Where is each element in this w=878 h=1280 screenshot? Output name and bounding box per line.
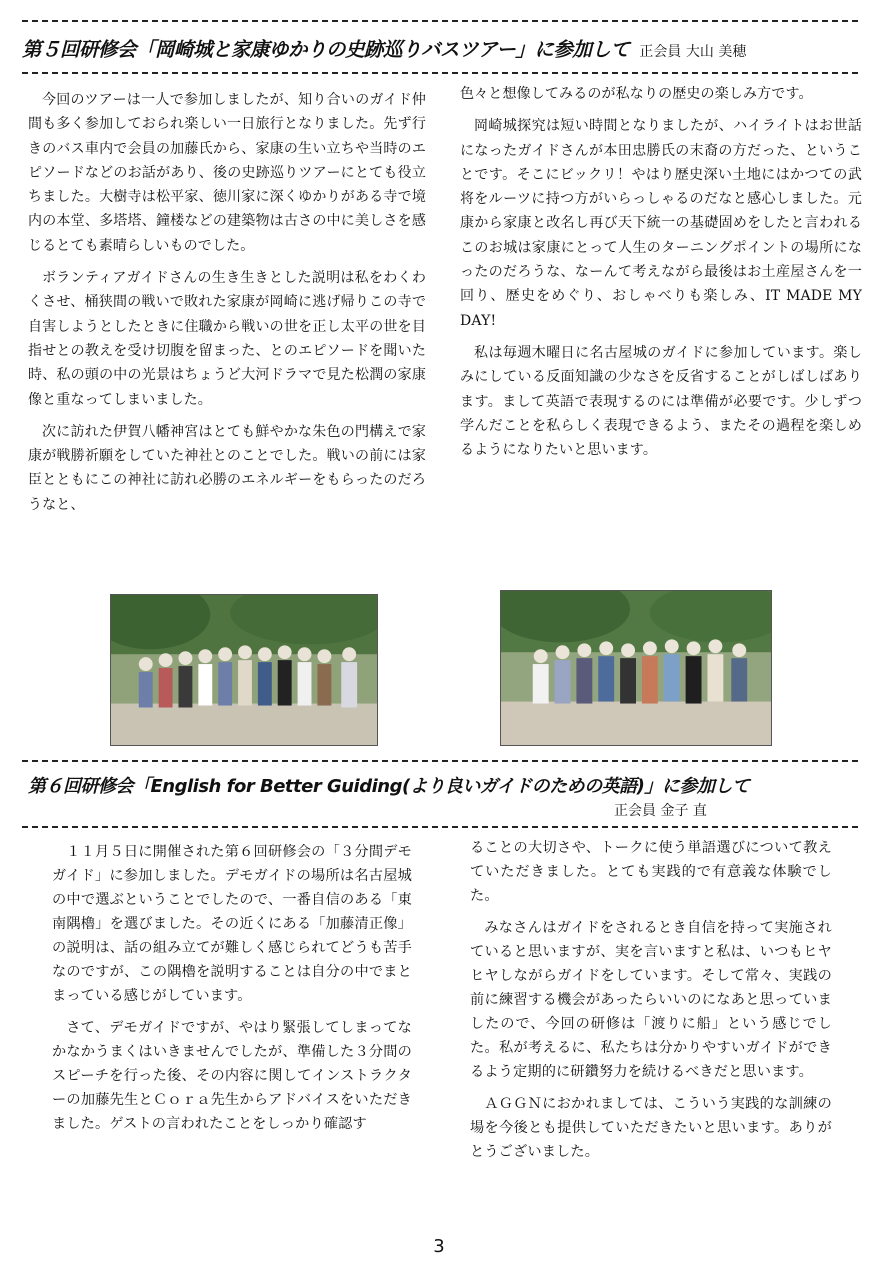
article1-paragraph: 岡崎城探究は短い時間となりましたが、ハイライトはお世話になったガイドさんが本田忠勝氏の末裔の方だった、ということです。そこにビックリ！やはり歴史深い土地にはかつての武将をルーツに持つ方がいらっしゃるのだなと感心しました。元康から家康と改名し再び天下統一の基礎固めをしたと言われるこのお城は家康にとって人生のターニングポイントの場所になったのだろうな、なーんて考えながら最後はお土産屋さんを一回り、歴史をめぐり、おしゃべりも楽しみ、IT MADE MY DAY!	[460, 118, 862, 329]
article1-header-divider	[22, 72, 858, 74]
page-number: 3	[433, 1236, 445, 1257]
article2-paragraph: ることの大切さや、トークに使う単語選びについて教えていただきました。とても実践的で有意義な体験でした。	[470, 840, 832, 904]
article2-title-row	[28, 772, 864, 798]
article1-paragraph: 次に訪れた伊賀八幡神宮はとても鮮やかな朱色の門構えで家康が戦勝祈願をしていた神社とのことでした。戦いの前には家臣とともにこの神社に訪れ必勝のエネルギーをもらったのだろうなと、	[28, 423, 426, 513]
article2-paragraph: さて、デモガイドですが、やはり緊張してしまってなかなかうまくはいきませんでしたが、準備した３分間のスピーチを行った後、その内容に関してインストラクターの加藤先生とＣｏｒａ先生からアドバイスをいただきました。ゲストの言われたことをしっかり確認す	[52, 1020, 412, 1132]
article1-paragraph: ボランティアガイドさんの生き生きとした説明は私をわくわくさせ、桶狭間の戦いで敗れた家康が岡崎に逃げ帰りこの寺で自害しようとしたときに住職から戦いの世を正し太平の世を目指せとの教えを受け切腹を留まった、とのエピソードを聞いた時、私の頭の中の光景はちょうど大河ドラマで見た松潤の家康像と重なってしまいました。	[28, 270, 426, 408]
article2-title: 第６回研修会「English for Better Guiding(より良いガイドのための英語)」に参加して	[28, 776, 750, 797]
article2-paragraph: ＡＧＧＮにおかれましては、こういう実践的な訓練の場を今後とも提供していただきたいと思います。ありがとうございました。	[470, 1096, 832, 1160]
group-photo-right	[500, 590, 772, 746]
article2-author: 正会員 金子 直	[614, 803, 707, 819]
group-photo-left	[110, 594, 378, 746]
article1-header	[22, 34, 858, 62]
article2-right-column	[470, 836, 832, 1172]
top-divider	[22, 20, 858, 22]
article2-top-divider	[22, 760, 858, 762]
article1-paragraph: 今回のツアーは一人で参加しましたが、知り合いのガイド仲間も多く参加しておられ楽しい一日旅行となりました。先ず行きのバス車内で会員の加藤氏から、家康の生い立ちや当時のエピソードなどのお話があり、後の史跡巡りツアーにとても役立ちました。大樹寺は松平家、徳川家に深くゆかりがある寺で境内の本堂、多塔塔、鐘楼などの建築物は古さの中に美しさを感じるとても素晴らしいものでした。	[28, 92, 426, 254]
article1-title: 第５回研修会「岡崎城と家康ゆかりの史跡巡りバスツアー」に参加して	[22, 38, 630, 61]
article1-paragraph: 私は毎週木曜日に名古屋城のガイドに参加しています。楽しみにしている反面知識の少なさを反省することがしばしばあります。まして英語で表現するのには準備が必要です。少しずつ学んだことを私らしく表現できるよう、またその過程を楽しめるようになりたいと思います。	[460, 344, 862, 459]
article1-left-column	[28, 88, 426, 525]
article2-paragraph: みなさんはガイドをされるとき自信を持って実施されていると思いますが、実を言いますと私は、いつもヒヤヒヤしながらガイドをしています。そして常々、実践の前に練習する機会があったらいいのになあと思っていましたので、今回の研修は「渡りに船」という感じでした。私が考えるに、私たちは分かりやすいガイドができるよう定期的に研鑽努力を続けるべきだと思います。	[470, 920, 832, 1080]
article1-author: 正会員 大山 美穂	[639, 44, 747, 60]
article1-paragraph: 色々と想像してみるのが私なりの歴史の楽しみ方です。	[460, 86, 813, 102]
article2-header-divider	[22, 826, 858, 828]
article2-paragraph: １１月５日に開催された第６回研修会の「３分間デモガイド」に参加しました。デモガイドの場所は名古屋城の中で選ぶということでしたので、一番自信のある「東南隅櫓」を選びました。その近くにある「加藤清正像」の説明は、話の組み立てが難しく感じられてどうも苦手なのですが、この隅櫓を説明することは自分の中でまとまっている感じがしています。	[52, 844, 412, 1004]
article2-left-column	[52, 840, 412, 1144]
article1-right-column	[460, 82, 862, 470]
